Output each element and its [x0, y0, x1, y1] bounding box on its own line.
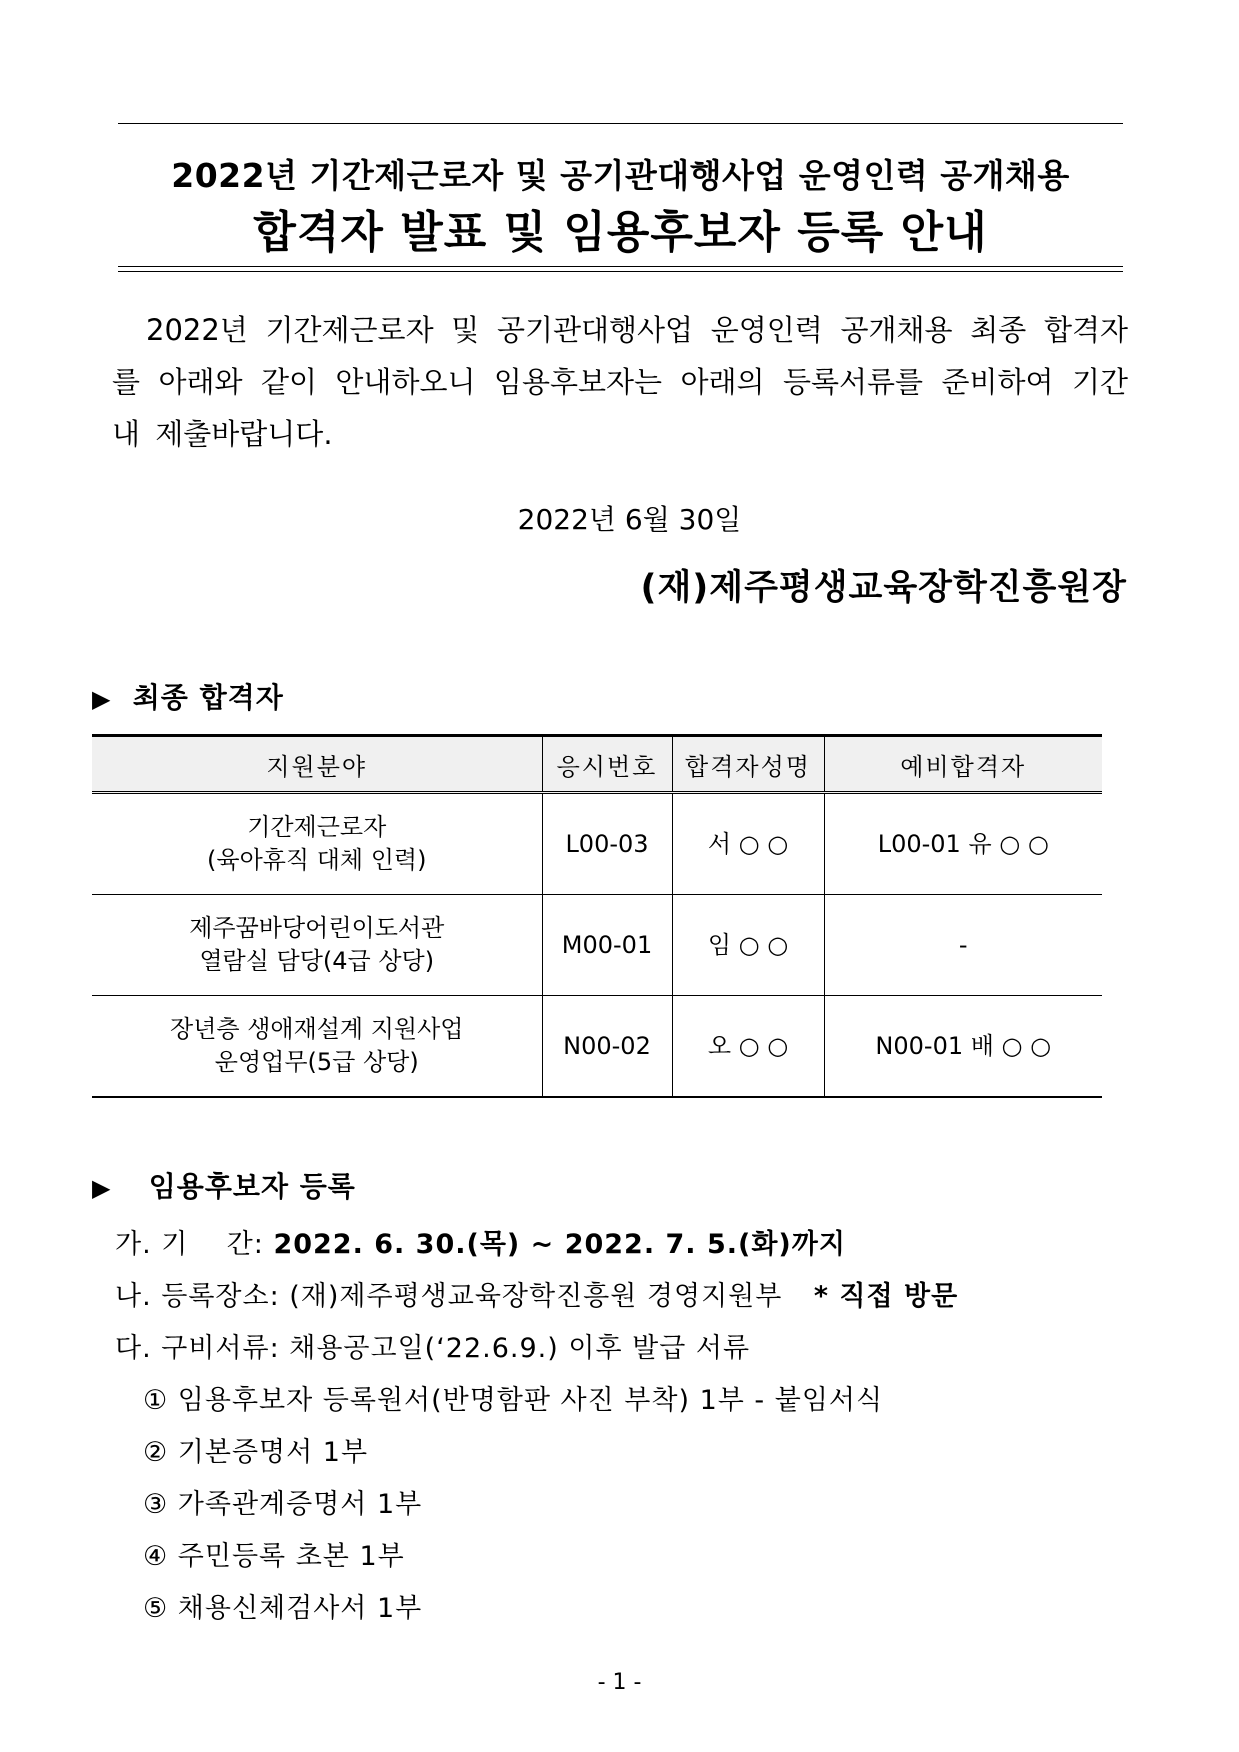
cell-name: 임 ○ ○ — [672, 895, 824, 996]
section-heading-results — [92, 676, 284, 716]
cell-reserve: N00-01 배 ○ ○ — [824, 996, 1102, 1098]
triangle-bullet-icon: ▶ — [92, 685, 112, 713]
notice-date: 2022년 6월 30일 — [517, 503, 742, 536]
section-title: 임용후보자 등록 — [148, 1170, 356, 1203]
title-line-1: 2022년 기간제근로자 및 공기관대행사업 운영인력 공개채용 — [171, 156, 1070, 195]
cell-number: N00-02 — [542, 996, 672, 1098]
title-line-2: 합격자 발표 및 임용후보자 등록 안내 — [253, 207, 988, 258]
table-row — [92, 996, 1102, 1098]
place-note: * 직접 방문 — [813, 1281, 959, 1312]
table-header-row — [92, 736, 1102, 793]
place-value: (재)제주평생교육장학진흥원 경영지원부 — [289, 1281, 783, 1312]
list-item: ② 기본증명서 1부 — [143, 1437, 369, 1468]
cell-field — [92, 895, 542, 996]
cell-reserve: - — [824, 895, 1102, 996]
section-heading-register — [92, 1165, 356, 1205]
field-line: 운영업무(5급 상당) — [214, 1048, 419, 1076]
header-name: 합격자성명 — [672, 736, 824, 793]
header-field: 지원분야 — [92, 736, 542, 793]
triangle-bullet-icon: ▶ — [92, 1174, 112, 1202]
field-line: 제주꿈바당어린이도서관 — [189, 914, 445, 942]
registration-documents — [115, 1326, 750, 1365]
intro-paragraph: 2022년 기간제근로자 및 공기관대행사업 운영인력 공개채용 최종 합격자를 아래와 같이 안내하오니 임용후보자는 아래의 등록서류를 준비하여 기간 내 제출바랍니다. — [112, 313, 1128, 451]
list-item: ④ 주민등록 초본 1부 — [143, 1541, 405, 1572]
table-row — [92, 895, 1102, 996]
list-item: ③ 가족관계증명서 1부 — [143, 1489, 423, 1520]
page-number: - 1 - — [597, 1670, 642, 1695]
cell-reserve: L00-01 유 ○ ○ — [824, 793, 1102, 895]
cell-name: 오 ○ ○ — [672, 996, 824, 1098]
docs-label: 다. 구비서류: — [115, 1333, 280, 1364]
results-table — [92, 734, 1102, 1098]
section-title: 최종 합격자 — [132, 681, 284, 714]
cell-field — [92, 793, 542, 895]
cell-number: L00-03 — [542, 793, 672, 895]
place-label: 나. 등록장소: — [115, 1281, 280, 1312]
title-double-rule — [118, 266, 1123, 272]
registration-place — [115, 1274, 958, 1313]
registration-period — [115, 1222, 846, 1261]
list-item: ① 임용후보자 등록원서(반명함판 사진 부착) 1부 - 붙임서식 — [143, 1385, 884, 1416]
issuing-organization: (재)제주평생교육장학진흥원장 — [640, 568, 1127, 608]
field-line: (육아휴직 대체 인력) — [207, 846, 427, 874]
list-item: ⑤ 채용신체검사서 1부 — [143, 1593, 423, 1624]
field-line: 열람실 담당(4급 상당) — [199, 947, 435, 975]
header-reserve: 예비합격자 — [824, 736, 1102, 793]
table-row — [92, 793, 1102, 895]
field-line: 장년층 생애재설계 지원사업 — [170, 1015, 464, 1043]
header-number: 응시번호 — [542, 736, 672, 793]
top-rule — [118, 123, 1123, 124]
field-line: 기간제근로자 — [247, 813, 387, 841]
cell-field — [92, 996, 542, 1098]
cell-name: 서 ○ ○ — [672, 793, 824, 895]
cell-number: M00-01 — [542, 895, 672, 996]
docs-value: 채용공고일(‘22.6.9.) 이후 발급 서류 — [289, 1333, 751, 1364]
period-label: 가. 기 간: — [115, 1229, 264, 1260]
period-value: 2022. 6. 30.(목) ~ 2022. 7. 5.(화)까지 — [273, 1229, 846, 1260]
